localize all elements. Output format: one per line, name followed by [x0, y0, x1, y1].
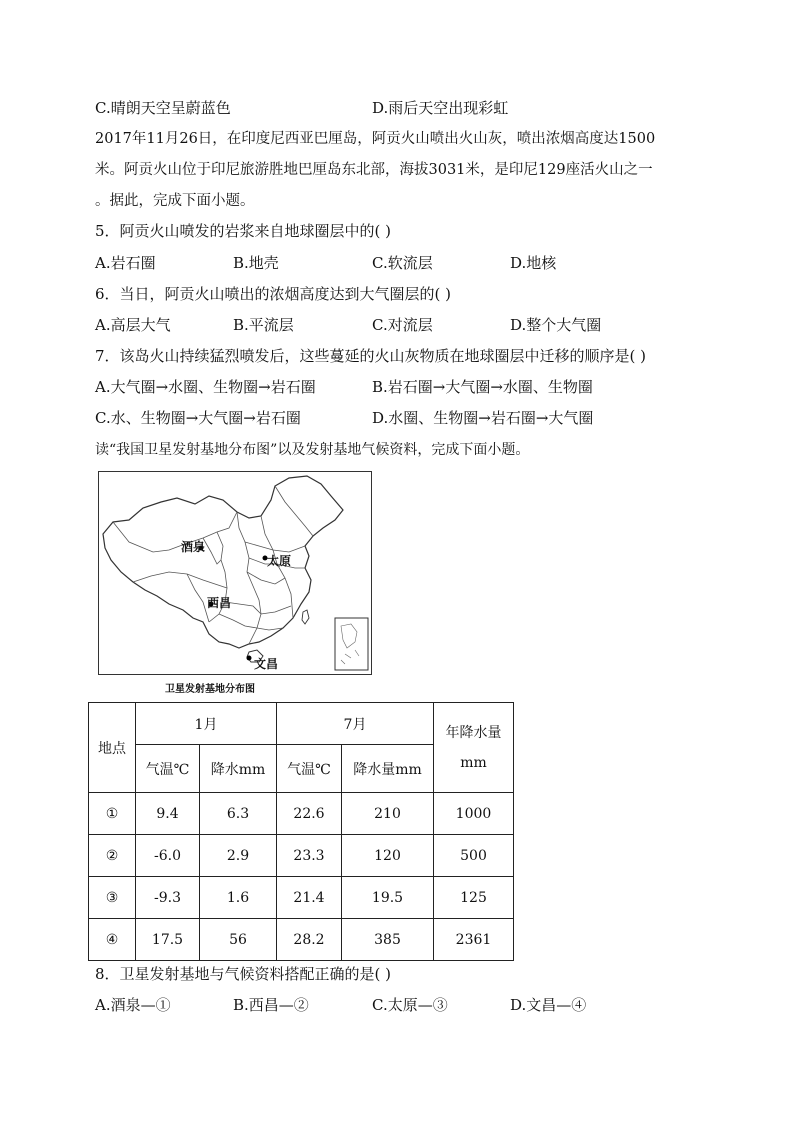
q6-stem: 6．当日，阿贡火山喷出的浓烟高度达到大气圈层的( ): [95, 285, 452, 303]
table-row: [89, 919, 514, 961]
q5-option-c: C.软流层: [372, 254, 433, 272]
passage1-line1: 2017年11月26日，在印度尼西亚巴厘岛，阿贡火山喷出火山灰，喷出浓烟高度达1500: [95, 131, 656, 147]
city-label-jiuquan: 酒泉: [181, 540, 206, 554]
table-row: [89, 793, 514, 835]
header-place: 地点: [89, 703, 136, 793]
q8-option-a: A.酒泉—①: [95, 996, 171, 1014]
jul-temp: 22.6: [277, 793, 342, 835]
city-label-wenchang: 文昌: [254, 657, 279, 671]
q8-option-d: D.文昌—④: [510, 996, 587, 1014]
passage1-line3: 。据此，完成下面小题。: [95, 193, 255, 209]
q6-option-b: B.平流层: [233, 316, 294, 334]
row-id: ①: [89, 793, 136, 835]
annual-precip: 125: [434, 877, 514, 919]
q6-option-c: C.对流层: [372, 316, 433, 334]
q8-option-b: B.西昌—②: [233, 996, 309, 1014]
q7-option-b: B.岩石圈→大气圈→水圈、生物圈: [372, 378, 593, 396]
header-annual: [434, 703, 514, 793]
annual-precip: 500: [434, 835, 514, 877]
q5-option-b: B.地壳: [233, 254, 279, 272]
jul-temp: 28.2: [277, 919, 342, 961]
q8-option-c: C.太原—③: [372, 996, 448, 1014]
china-map-figure: [98, 471, 372, 675]
q8-stem: 8．卫星发射基地与气候资料搭配正确的是( ): [95, 965, 392, 983]
jul-precip: 210: [342, 793, 434, 835]
q6-option-d: D.整个大气圈: [510, 316, 602, 334]
passage1-line2: 米。阿贡火山位于印尼旅游胜地巴厘岛东北部，海拔3031米，是印尼129座活火山之一: [95, 162, 653, 178]
header-jan-temp: 气温℃: [136, 745, 200, 793]
header-annual-line2: mm: [460, 754, 487, 771]
jul-precip: 385: [342, 919, 434, 961]
jul-temp: 21.4: [277, 877, 342, 919]
header-jul-precip: 降水量mm: [342, 745, 434, 793]
q7-option-a: A.大气圈→水圈、生物圈→岩石圈: [95, 378, 316, 396]
row-id: ③: [89, 877, 136, 919]
table-row: [89, 877, 514, 919]
jan-temp: -6.0: [136, 835, 200, 877]
jan-precip: 56: [200, 919, 277, 961]
q7-stem: 7．该岛火山持续猛烈喷发后，这些蔓延的火山灰物质在地球圈层中迁移的顺序是( ): [95, 347, 647, 365]
header-jan: 1月: [136, 703, 277, 745]
jan-temp: 17.5: [136, 919, 200, 961]
header-jan-precip: 降水mm: [200, 745, 277, 793]
q7-option-c: C.水、生物圈→大气圈→岩石圈: [95, 409, 301, 427]
q5-stem: 5．阿贡火山喷发的岩浆来自地球圈层中的( ): [95, 222, 392, 240]
header-annual-line1: 年降水量: [445, 724, 502, 741]
row-id: ④: [89, 919, 136, 961]
header-jul: 7月: [277, 703, 434, 745]
map-caption: 卫星发射基地分布图: [165, 684, 255, 695]
prev-option-d: D.雨后天空出现彩虹: [372, 99, 509, 117]
table-row: [89, 835, 514, 877]
passage2: 读“我国卫星发射基地分布图”以及发射基地气候资料，完成下面小题。: [95, 442, 530, 458]
jul-temp: 23.3: [277, 835, 342, 877]
city-label-taiyuan: 太原: [267, 554, 292, 568]
row-id: ②: [89, 835, 136, 877]
jul-precip: 19.5: [342, 877, 434, 919]
annual-precip: 2361: [434, 919, 514, 961]
annual-precip: 1000: [434, 793, 514, 835]
jan-precip: 2.9: [200, 835, 277, 877]
q5-option-d: D.地核: [510, 254, 557, 272]
climate-table: [88, 702, 514, 961]
prev-option-c: C.晴朗天空呈蔚蓝色: [95, 99, 231, 117]
jan-precip: 6.3: [200, 793, 277, 835]
q5-option-a: A.岩石圈: [95, 254, 156, 272]
q7-option-d: D.水圈、生物圈→岩石圈→大气圈: [372, 409, 594, 427]
jan-temp: 9.4: [136, 793, 200, 835]
china-map-outline: [99, 472, 371, 674]
jan-temp: -9.3: [136, 877, 200, 919]
jan-precip: 1.6: [200, 877, 277, 919]
jul-precip: 120: [342, 835, 434, 877]
city-label-xichang: 西昌: [207, 596, 232, 610]
header-jul-temp: 气温℃: [277, 745, 342, 793]
q6-option-a: A.高层大气: [95, 316, 171, 334]
